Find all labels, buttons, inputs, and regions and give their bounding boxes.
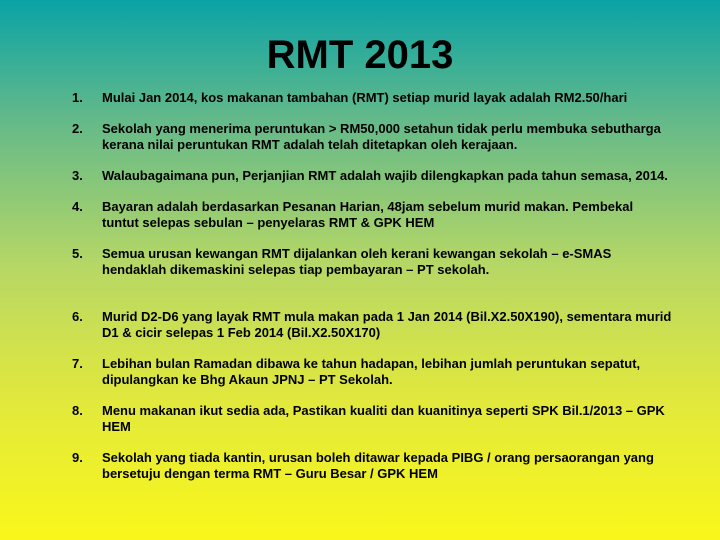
item-number: 6. <box>72 309 83 324</box>
list-item <box>72 450 672 482</box>
list-item <box>72 121 672 153</box>
item-number: 8. <box>72 403 83 418</box>
item-number: 3. <box>72 168 83 183</box>
item-text: Mulai Jan 2014, kos makanan tambahan (RMT) setiap murid layak adalah RM2.50/hari <box>102 90 628 105</box>
item-number: 1. <box>72 90 83 105</box>
list-item <box>72 246 672 278</box>
item-text: Semua urusan kewangan RMT dijalankan oleh kerani kewangan sekolah – e-SMAS hendaklah dikemaskini selepas tiap pembayaran – PT sekolah. <box>102 246 612 277</box>
item-text: Walaubagaimana pun, Perjanjian RMT adalah wajib dilengkapkan pada tahun semasa, 2014. <box>102 168 668 183</box>
slide-title: RMT 2013 <box>266 33 454 77</box>
item-text: Bayaran adalah berdasarkan Pesanan Harian, 48jam sebelum murid makan. Pembekal tuntut selepas sebulan – penyelaras RMT & GPK HEM <box>102 199 634 230</box>
item-number: 4. <box>72 199 83 214</box>
item-text: Sekolah yang menerima peruntukan > RM50,000 setahun tidak perlu membuka sebutharga kerana nilai peruntukan RMT adalah telah ditetapkan oleh kerajaan. <box>102 121 661 152</box>
numbered-list <box>72 90 672 497</box>
item-number: 7. <box>72 356 83 371</box>
list-item <box>72 403 672 435</box>
item-number: 5. <box>72 246 83 261</box>
list-item <box>72 199 672 231</box>
list-item <box>72 168 672 184</box>
item-number: 9. <box>72 450 83 465</box>
item-text: Murid D2-D6 yang layak RMT mula makan pada 1 Jan 2014 (Bil.X2.50X190), sementara murid D1 & cicir selepas 1 Feb 2014 (Bil.X2.50X170) <box>102 309 672 340</box>
item-text: Sekolah yang tiada kantin, urusan boleh ditawar kepada PIBG / orang persaorangan yang bersetuju dengan terma RMT – Guru Besar / GPK HEM <box>102 450 654 481</box>
list-item <box>72 309 672 341</box>
list-item <box>72 356 672 388</box>
item-text: Menu makanan ikut sedia ada, Pastikan kualiti dan kuanitinya seperti SPK Bil.1/2013 – GPK HEM <box>102 403 665 434</box>
item-text: Lebihan bulan Ramadan dibawa ke tahun hadapan, lebihan jumlah peruntukan sepatut, dipulangkan ke Bhg Akaun JPNJ – PT Sekolah. <box>102 356 641 387</box>
list-item <box>72 90 672 106</box>
item-number: 2. <box>72 121 83 136</box>
